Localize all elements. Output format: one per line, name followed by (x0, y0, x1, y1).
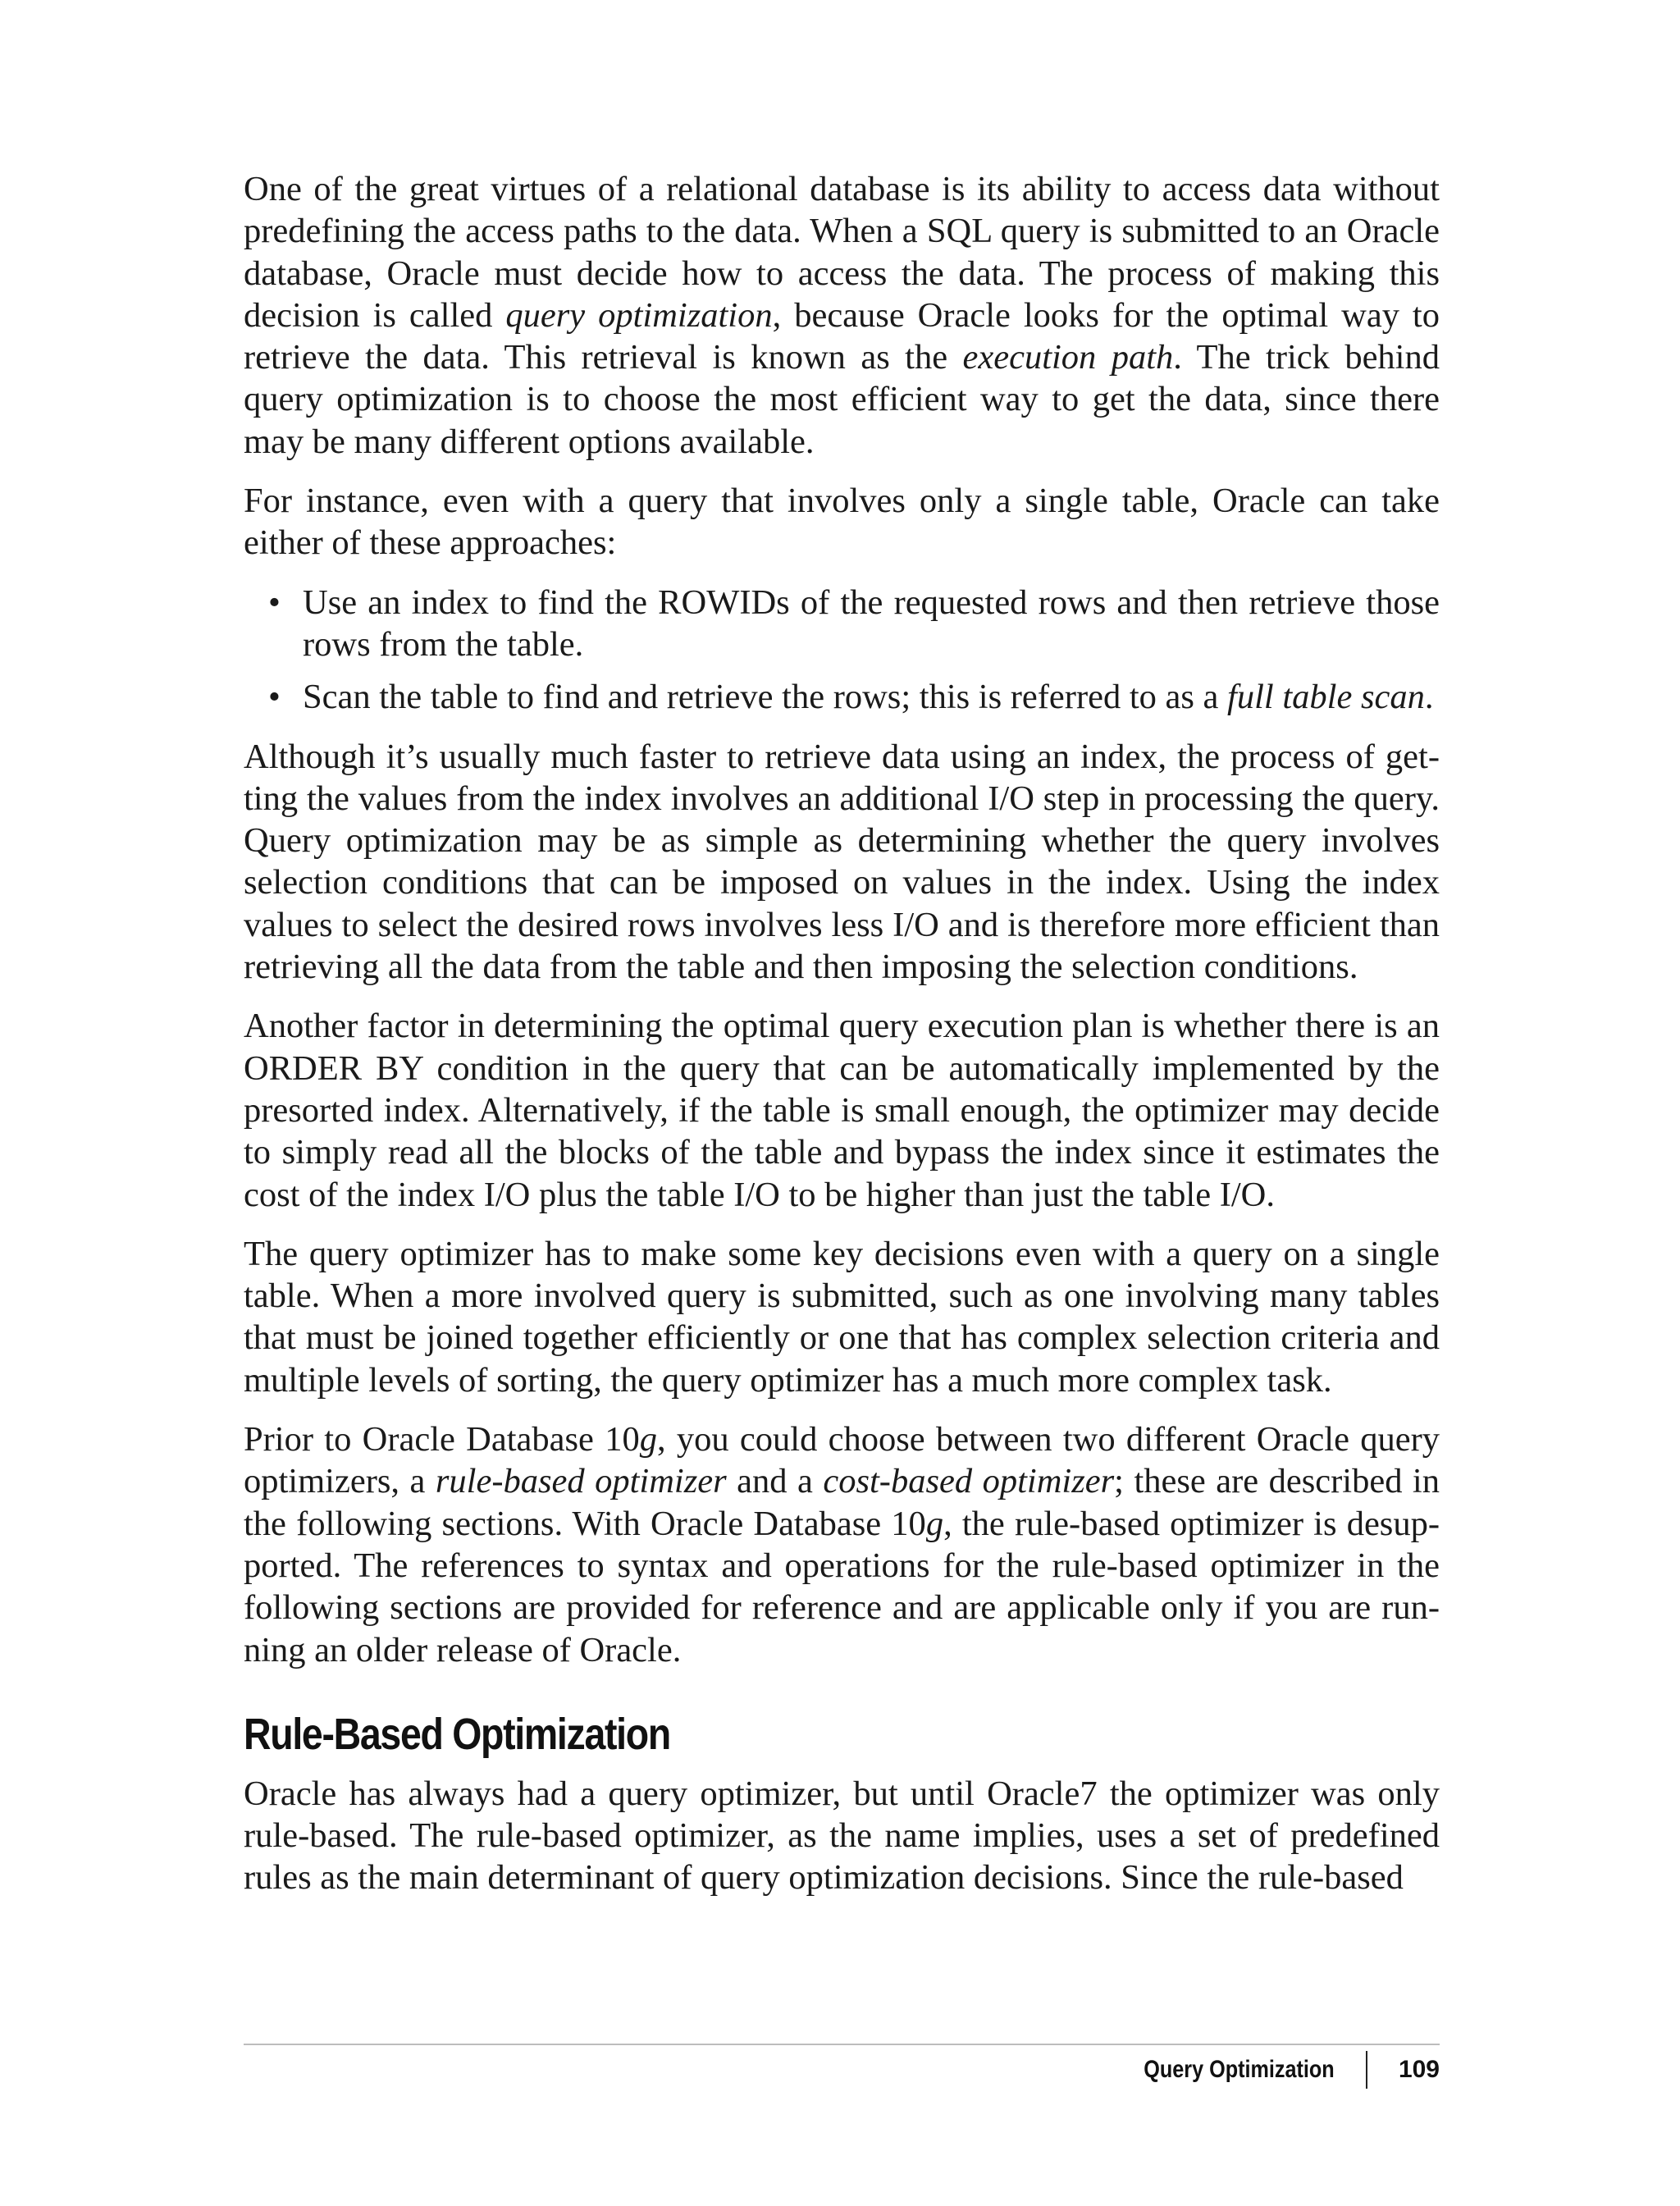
text-run: , because Oracle looks for the optimal way to retrieve the data. This retrieval is known as the (244, 295, 1440, 377)
bullet-icon: • (268, 678, 281, 717)
text-run: and a (726, 1462, 824, 1501)
list-item-text: Scan the table to find and retrieve the rows; this is referred to as a (303, 678, 1228, 717)
page-content (244, 168, 1440, 1916)
paragraph-order-by: Another factor in determining the optimal query execution plan is whether there is an ORDER BY condition in the query that can be automatically implemented by the presorted index. Alternatively, if the table is small enough, the optimizer may decide to simply read all the blocks of the table and bypass the index since it estimates the cost of the index I/O plus the table I/O to be higher than just the table I/O. (244, 1007, 1440, 1214)
bullet-icon: • (268, 582, 281, 622)
footer-separator (1366, 2051, 1367, 2089)
list-item (244, 582, 1440, 666)
version-suffix: g (925, 1504, 944, 1543)
term-query-optimization: query optimization (505, 295, 773, 335)
page-footer (1107, 2045, 1440, 2094)
version-suffix: g (639, 1420, 657, 1459)
paragraph-key-decisions: The query optimizer has to make some key decisions even with a query on a single table. When a more involved query is submitted, such as one involving many tables that must be joined together efficiently or one that has complex selection criteria and multiple levels of sorting, the query optimizer has a much more complex task. (244, 1234, 1440, 1400)
term-rule-based-optimizer: rule-based optimizer (435, 1462, 727, 1501)
paragraph-optimizers (244, 1418, 1440, 1671)
list-item-text: Use an index to find the ROWIDs of the requested rows and then retrieve those rows from the table. (303, 582, 1440, 664)
paragraph-index-io: Although it’s usually much faster to retrieve data using an index, the process of getting the values from the index involves an additional I/O step in processing the query. Query optimization may be as simple as determining whether the query involves selection conditions that can be imposed on values in the index. Using the index values to select the desired rows involves less I/O and is therefore more efficient than retrieving all the data from the table and then imposing the selection conditions. (244, 737, 1440, 987)
text-run: , the rule-based optimizer is desupported. The references to syntax and operations for the rule-based optimizer in the following sections are provided for reference and are applicable only if you are running an older release of Oracle. (244, 1504, 1440, 1669)
list-item (244, 676, 1440, 718)
term-cost-based-optimizer: cost-based optimizer (823, 1462, 1115, 1501)
text-run: One of the great virtues of a relational database is its ability to access data without predefining the access paths to the data. When a SQL query is submitted to an Oracle database, Oracle must decide how to access the data. The process of making this decision is called (244, 170, 1440, 335)
text-run: , you could choose between two different Oracle query optimizers, a (244, 1420, 1440, 1501)
term-execution-path: execution path (962, 338, 1174, 377)
approaches-list (244, 582, 1440, 719)
paragraph-intro (244, 168, 1440, 463)
text-run: . (1424, 678, 1434, 717)
paragraph-approaches: For instance, even with a query that involves only a single table, Oracle can take either of these approaches: (244, 482, 1440, 563)
page-number: 109 (1398, 2056, 1440, 2083)
footer-section-title: Query Optimization (1144, 2056, 1335, 2083)
section-heading: Rule-Based Optimization (244, 1709, 670, 1759)
text-run: Prior to Oracle Database 10 (244, 1420, 640, 1459)
text-run: ; these are described in the following sections. With Oracle Database 10 (244, 1462, 1440, 1543)
text-run: . The trick behind query optimization is to choose the most efficient way to get the data, since there may be many different options available. (244, 338, 1440, 461)
term-full-table-scan: full table scan (1227, 678, 1425, 717)
paragraph-rule-based: Oracle has always had a query optimizer, but until Oracle7 the optimizer was only rule-based. The rule-based optimizer, as the name implies, uses a set of predefined rules as the main determinant of query optimization decisions. Since the rule-based (244, 1774, 1440, 1898)
